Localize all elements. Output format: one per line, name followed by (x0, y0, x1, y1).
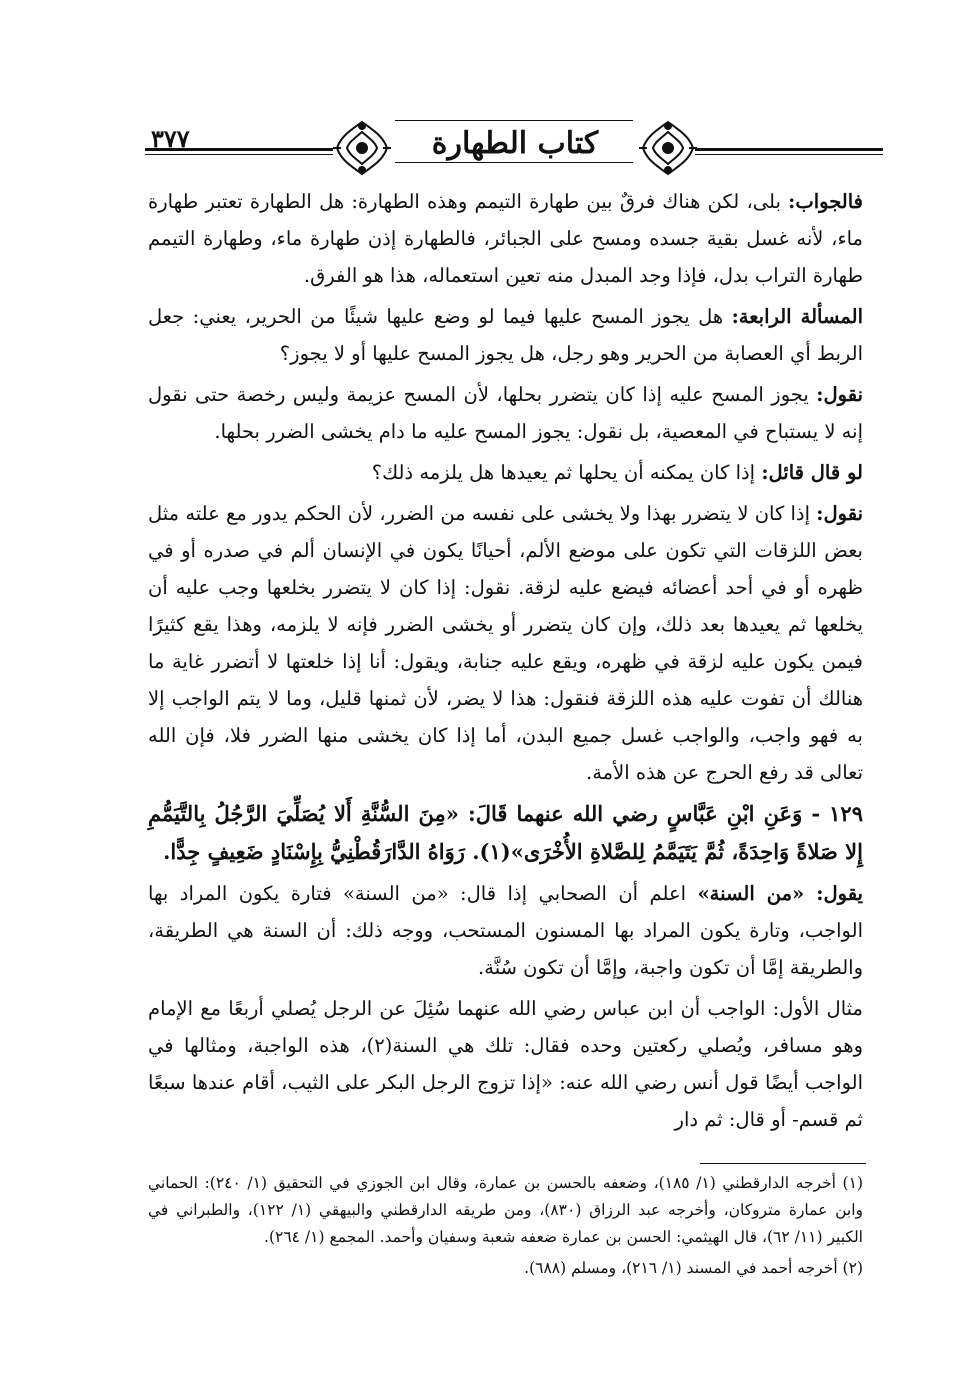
ornament-icon (333, 118, 391, 178)
header-rule-left-thin (145, 154, 333, 155)
book-title: كتاب الطهارة (431, 126, 599, 161)
header-rule-center (395, 120, 633, 121)
footnotes (148, 1170, 863, 1282)
paragraph: المسألة الرابعة: هل يجوز المسح عليها فيما لو وضع عليها شيئًا من الحرير، يعني: جعل الربط أي العصابة من الحرير وهو رجل، هل يجوز المسح عليها أو لا يجوز؟ (148, 305, 863, 365)
page-header (145, 118, 883, 180)
footnote-divider (700, 1163, 866, 1164)
paragraph: فالجواب: بلى، لكن هناك فرقٌ بين طهارة التيمم وهذه الطهارة: هل الطهارة تعتبر طهارة ماء، لأنه غسل بقية جسده ومسح على الجبائر، فالطهارة إذن طهارة ماء، وطهارة التيمم طهارة التراب بدل، فإذا وجد المبدل منه تعين استعماله، هذا هو الفرق. (148, 190, 863, 287)
footnote: (٢) أخرجه أحمد في المسند (١/ ٢١٦)، ومسلم (٦٨٨). (524, 1259, 863, 1277)
main-text (148, 183, 863, 1138)
header-rule-center-bottom (395, 162, 633, 163)
hadith-text: ١٢٩ - وَعَنِ ابْنِ عَبَّاسٍ رضي الله عنهما قَالَ: «مِنَ السُّنَّةِ أَلا يُصَلِّيَ الرَّجُلُ بِالتَّيَمُّمِ إِلا صَلاةً وَاحِدَةً، ثُمَّ يَتَيَمَّمُ لِلصَّلاةِ الأُخْرَى»(١). رَوَاهُ الدَّارَقُطْنِيُّ بِإِسْنَادٍ ضَعِيفٍ جِدًّا. (148, 801, 863, 864)
header-rule-right (695, 148, 883, 151)
paragraph: لو قال قائل: إذا كان يمكنه أن يحلها ثم يعيدها هل يلزمه ذلك؟ (371, 461, 863, 484)
footnote: (١) أخرجه الدارقطني (١/ ١٨٥)، وضعفه بالحسن بن عمارة، وقال ابن الجوزي في التحقيق (١/ ٢٤٠): الحماني وابن عمارة متروكان، وأخرجه عبد الرزاق (٨٣٠)، ومن طريقه الدارقطني والبيهقي (١/ ١٢٢)، والطبراني في الكبير (١١/ ٦٢)، قال الهيثمي: الحسن بن عمارة ضعفه شعبة وسفيان وأحمد. المجمع (١/ ٢٦٤). (148, 1174, 864, 1246)
paragraph: يقول: «من السنة» اعلم أن الصحابي إذا قال: «من السنة» فتارة يكون المراد بها الواجب، وتارة يكون المراد بها المسنون المستحب، ووجه ذلك: أن السنة هي الطريقة، والطريقة إمَّا أن تكون واجبة، وإمَّا أن تكون سُنَّة. (148, 882, 863, 979)
header-rule-right-thin (695, 154, 883, 155)
paragraph: نقول: يجوز المسح عليه إذا كان يتضرر بحلها، لأن المسح عزيمة وليس رخصة حتى نقول إنه لا يستباح في المعصية، بل نقول: يجوز المسح عليه ما دام يخشى الضرر بحلها. (148, 383, 863, 443)
paragraph: مثال الأول: الواجب أن ابن عباس رضي الله عنهما سُئِلَ عن الرجل يُصلي أربعًا مع الإمام وهو مسافر، ويُصلي ركعتين وحده فقال: تلك هي السنة(٢)، هذه الواجبة، ومثالها في الواجب أيضًا قول أنس رضي الله عنه: «إذا تزوج الرجل البكر على الثيب، أقام عندها سبعًا ثم قسم- أو قال: ثم دار (148, 997, 864, 1131)
page-number: ٣٧٧ (151, 124, 190, 153)
paragraph: نقول: إذا كان لا يتضرر بهذا ولا يخشى على نفسه من الضرر، لأن الحكم يدور مع علته مثل بعض اللزقات التي تكون على موضع الألم، أحيانًا يكون في الإنسان ألم في صدره أو في ظهره أو في أحد أعضائه فيضع عليه لزقة. نقول: إذا كان لا يتضرر بخلعها وجب عليه أن يخلعها ثم يعيدها بعد ذلك، وإن كان يتضرر أو يخشى الضرر فإنه لا يلزمه، وهذا يقع كثيرًا فيمن يكون عليه لزقة في ظهره، ويقع عليه جنابة، ويقول: أنا إذا خلعتها لا أتضرر غاية ما هنالك أن تفوت عليه هذه اللزقة فنقول: هذا لا يضر، لأن ثمنها قليل، وما لا يتم الواجب إلا به فهو واجب، والواجب غسل جميع البدن، أما إذا كان يخشى منها الضرر فلا، فإن الله تعالى قد رفع الحرج عن هذه الأمة. (148, 502, 863, 784)
ornament-icon (639, 118, 697, 178)
